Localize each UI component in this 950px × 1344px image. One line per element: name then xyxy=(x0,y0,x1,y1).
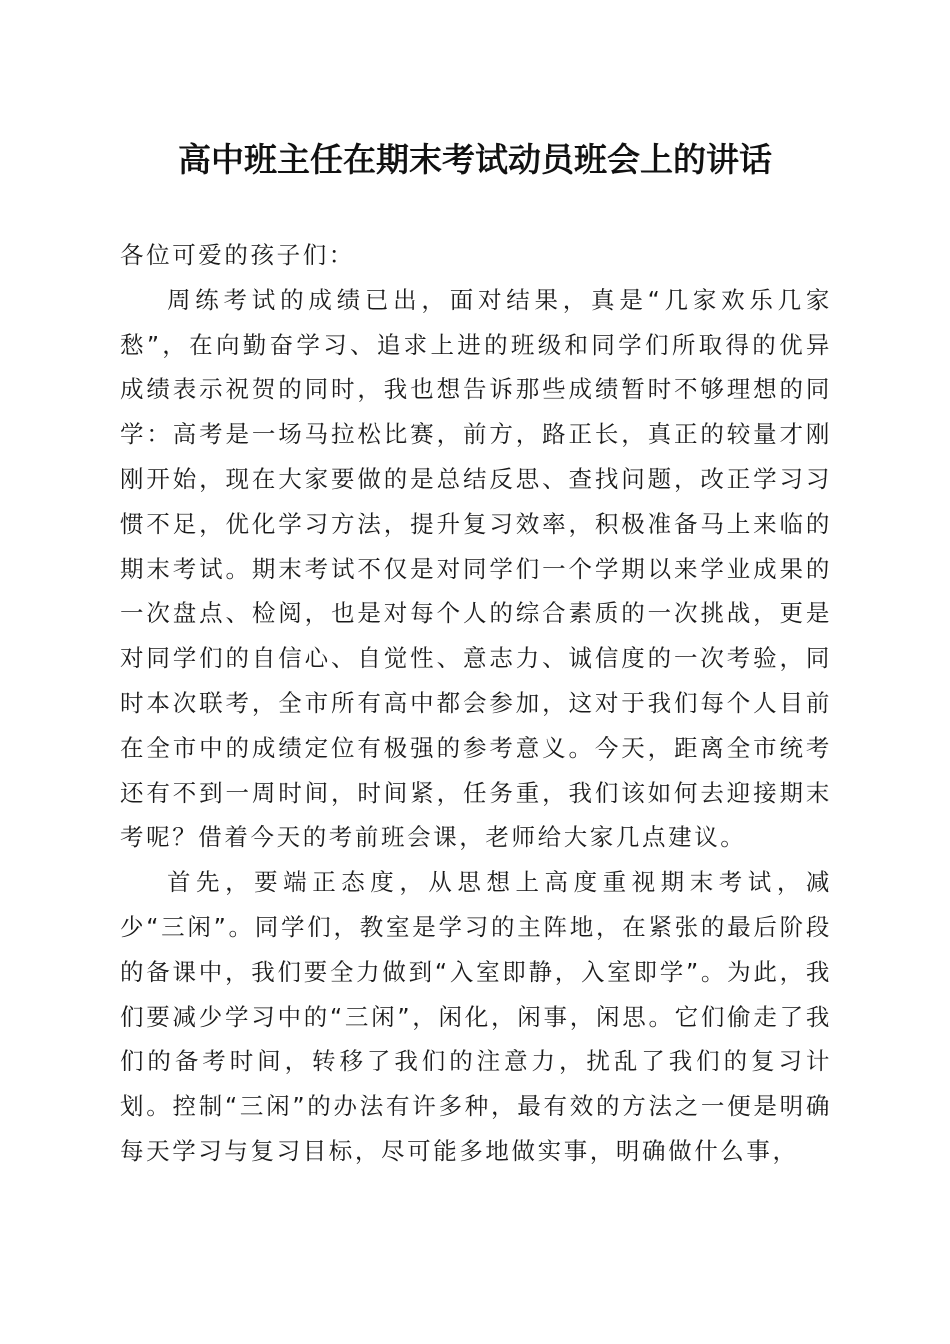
paragraph-2: 首先，要端正态度，从思想上高度重视期末考试，减少“三闲”。同学们，教室是学习的主阵地，在紧张的最后阶段的备课中，我们要全力做到“入室即静，入室即学”。为此，我们要减少学习中的“三闲”，闲化，闲事，闲思。它们偷走了我们的备考时间，转移了我们的注意力，扰乱了我们的复习计划。控制“三闲”的办法有许多种，最有效的方法之一便是明确每天学习与复习目标，尽可能多地做实事，明确做什么事， xyxy=(120,868,832,1165)
salutation: 各位可爱的孩子们： xyxy=(120,241,355,269)
paragraph-1: 周练考试的成绩已出，面对结果，真是“几家欢乐几家愁”，在向勤奋学习、追求上进的班级和同学们所取得的优异成绩表示祝贺的同时，我也想告诉那些成绩暂时不够理想的同学：高考是一场马拉松比赛，前方，路正长，真正的较量才刚刚开始，现在大家要做的是总结反思、查找问题，改正学习习惯不足，优化学习方法，提升复习效率，积极准备马上来临的期末考试。期末考试不仅是对同学们一个学期以来学业成果的一次盘点、检阅，也是对每个人的综合素质的一次挑战，更是对同学们的自信心、自觉性、意志力、诚信度的一次考验，同时本次联考，全市所有高中都会参加，这对于我们每个人目前在全市中的成绩定位有极强的参考意义。今天，距离全市统考还有不到一周时间，时间紧，任务重，我们该如何去迎接期末考呢？借着今天的考前班会课，老师给大家几点建议。 xyxy=(120,285,832,852)
document-body xyxy=(120,233,832,1174)
document-title: 高中班主任在期末考试动员班会上的讲话 xyxy=(178,140,772,179)
